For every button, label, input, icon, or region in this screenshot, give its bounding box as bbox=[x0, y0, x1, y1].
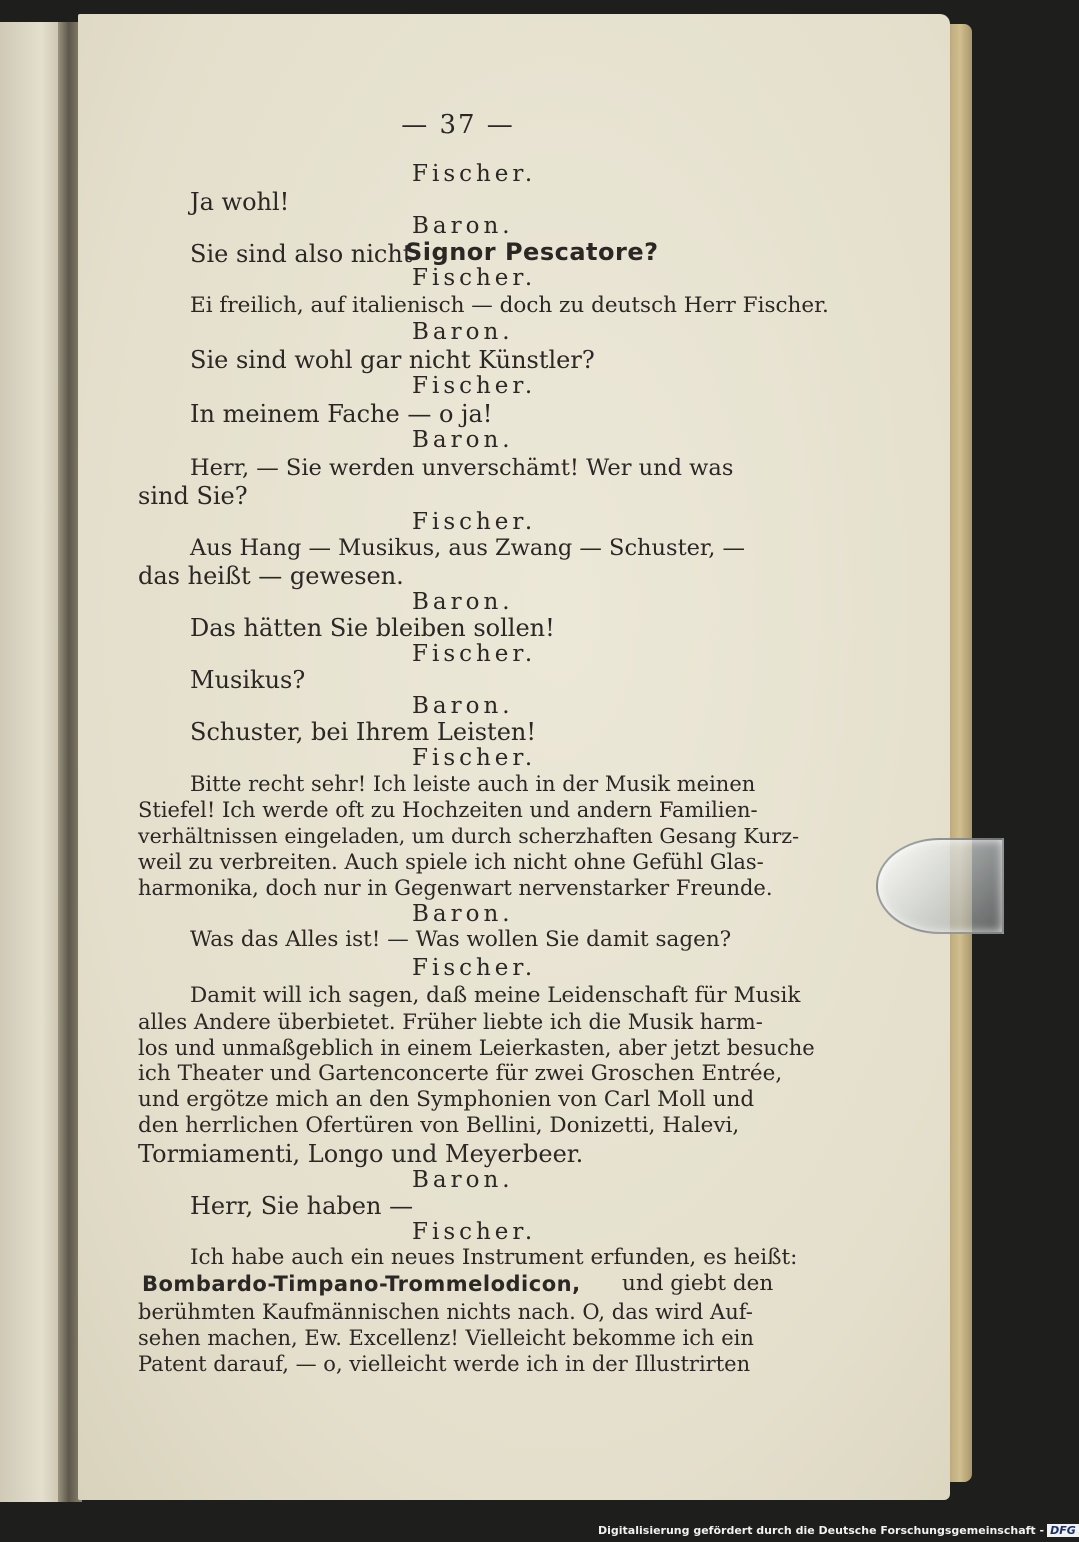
text-line-bold: Bombardo-Timpano-Trommelodicon, bbox=[142, 1272, 581, 1296]
speaker-label: Fischer. bbox=[412, 641, 537, 667]
speaker-label: Baron. bbox=[412, 427, 514, 453]
text-line: Tormiamenti, Longo und Meyerbeer. bbox=[138, 1140, 584, 1168]
speaker-label: Baron. bbox=[412, 1167, 514, 1193]
speaker-label: Fischer. bbox=[412, 1219, 537, 1245]
text-line: und ergötze mich an den Symphonien von Carl Moll und bbox=[138, 1087, 755, 1112]
text-line-bold: Signor Pescatore? bbox=[405, 238, 659, 266]
speaker-label: Baron. bbox=[412, 693, 514, 719]
text-line: sehen machen, Ew. Excellenz! Vielleicht bekomme ich ein bbox=[138, 1326, 754, 1350]
text-line: Das hätten Sie bleiben sollen! bbox=[190, 614, 555, 642]
text-line: Ei freilich, auf italienisch — doch zu deutsch Herr Fischer. bbox=[190, 293, 829, 318]
text-line: berühmten Kaufmännischen nichts nach. O, das wird Auf- bbox=[138, 1300, 753, 1324]
speaker-label: Baron. bbox=[412, 901, 514, 927]
text-line: Patent darauf, — o, vielleicht werde ich in der Illustrirten bbox=[138, 1352, 751, 1376]
speaker-label: Baron. bbox=[412, 319, 514, 345]
text-line: harmonika, doch nur in Gegenwart nervenstarker Freunde. bbox=[138, 876, 773, 900]
text-line: Was das Alles ist! — Was wollen Sie damit sagen? bbox=[190, 927, 732, 952]
text-line: Herr, Sie haben — bbox=[190, 1192, 414, 1220]
text-line: ich Theater und Gartenconcerte für zwei Groschen Entrée, bbox=[138, 1061, 783, 1086]
text-line: und giebt den bbox=[622, 1271, 774, 1296]
text-line: Damit will ich sagen, daß meine Leidenschaft für Musik bbox=[190, 983, 801, 1008]
text-line: Herr, — Sie werden unverschämt! Wer und was bbox=[190, 455, 734, 481]
speaker-label: Fischer. bbox=[412, 161, 537, 187]
footer-credit bbox=[598, 1524, 1076, 1540]
page-clip bbox=[876, 838, 1004, 934]
text-line: verhältnissen eingeladen, um durch scherzhaften Gesang Kurz- bbox=[138, 824, 800, 848]
speaker-label: Baron. bbox=[412, 213, 514, 239]
text-line: den herrlichen Ofertüren von Bellini, Donizetti, Halevi, bbox=[138, 1113, 740, 1138]
text-line: weil zu verbreiten. Auch spiele ich nicht ohne Gefühl Glas- bbox=[138, 850, 764, 874]
text-line: los und unmaßgeblich in einem Leierkasten, aber jetzt besuche bbox=[138, 1036, 815, 1060]
text-line: Musikus? bbox=[190, 666, 306, 694]
page-number: — 37 — bbox=[401, 110, 515, 140]
text-line: Aus Hang — Musikus, aus Zwang — Schuster, — bbox=[190, 535, 746, 561]
speaker-label: Fischer. bbox=[412, 955, 537, 981]
text-line: Schuster, bei Ihrem Leisten! bbox=[190, 718, 537, 746]
speaker-label: Baron. bbox=[412, 589, 514, 615]
text-line: Sie sind wohl gar nicht Künstler? bbox=[190, 346, 595, 374]
speaker-label: Fischer. bbox=[412, 265, 537, 291]
text-line: alles Andere überbietet. Früher liebte ich die Musik harm- bbox=[138, 1010, 763, 1034]
dfg-logo: DFG bbox=[1047, 1524, 1079, 1537]
text-line: Bitte recht sehr! Ich leiste auch in der Musik meinen bbox=[190, 772, 756, 796]
footer-text: Digitalisierung gefördert durch die Deutsche Forschungsgemeinschaft - bbox=[598, 1524, 1045, 1537]
text-line: In meinem Fache — o ja! bbox=[190, 400, 493, 428]
text-line: Ja wohl! bbox=[190, 188, 290, 216]
page-stack-edge bbox=[948, 24, 972, 1482]
text-line: sind Sie? bbox=[138, 482, 248, 510]
text-line: das heißt — gewesen. bbox=[138, 562, 404, 590]
text-line: Stiefel! Ich werde oft zu Hochzeiten und andern Familien- bbox=[138, 798, 758, 822]
speaker-label: Fischer. bbox=[412, 745, 537, 771]
text-line: Ich habe auch ein neues Instrument erfunden, es heißt: bbox=[190, 1245, 798, 1270]
speaker-label: Fischer. bbox=[412, 373, 537, 399]
speaker-label: Fischer. bbox=[412, 509, 537, 535]
text-line: Sie sind also nicht bbox=[190, 240, 413, 268]
